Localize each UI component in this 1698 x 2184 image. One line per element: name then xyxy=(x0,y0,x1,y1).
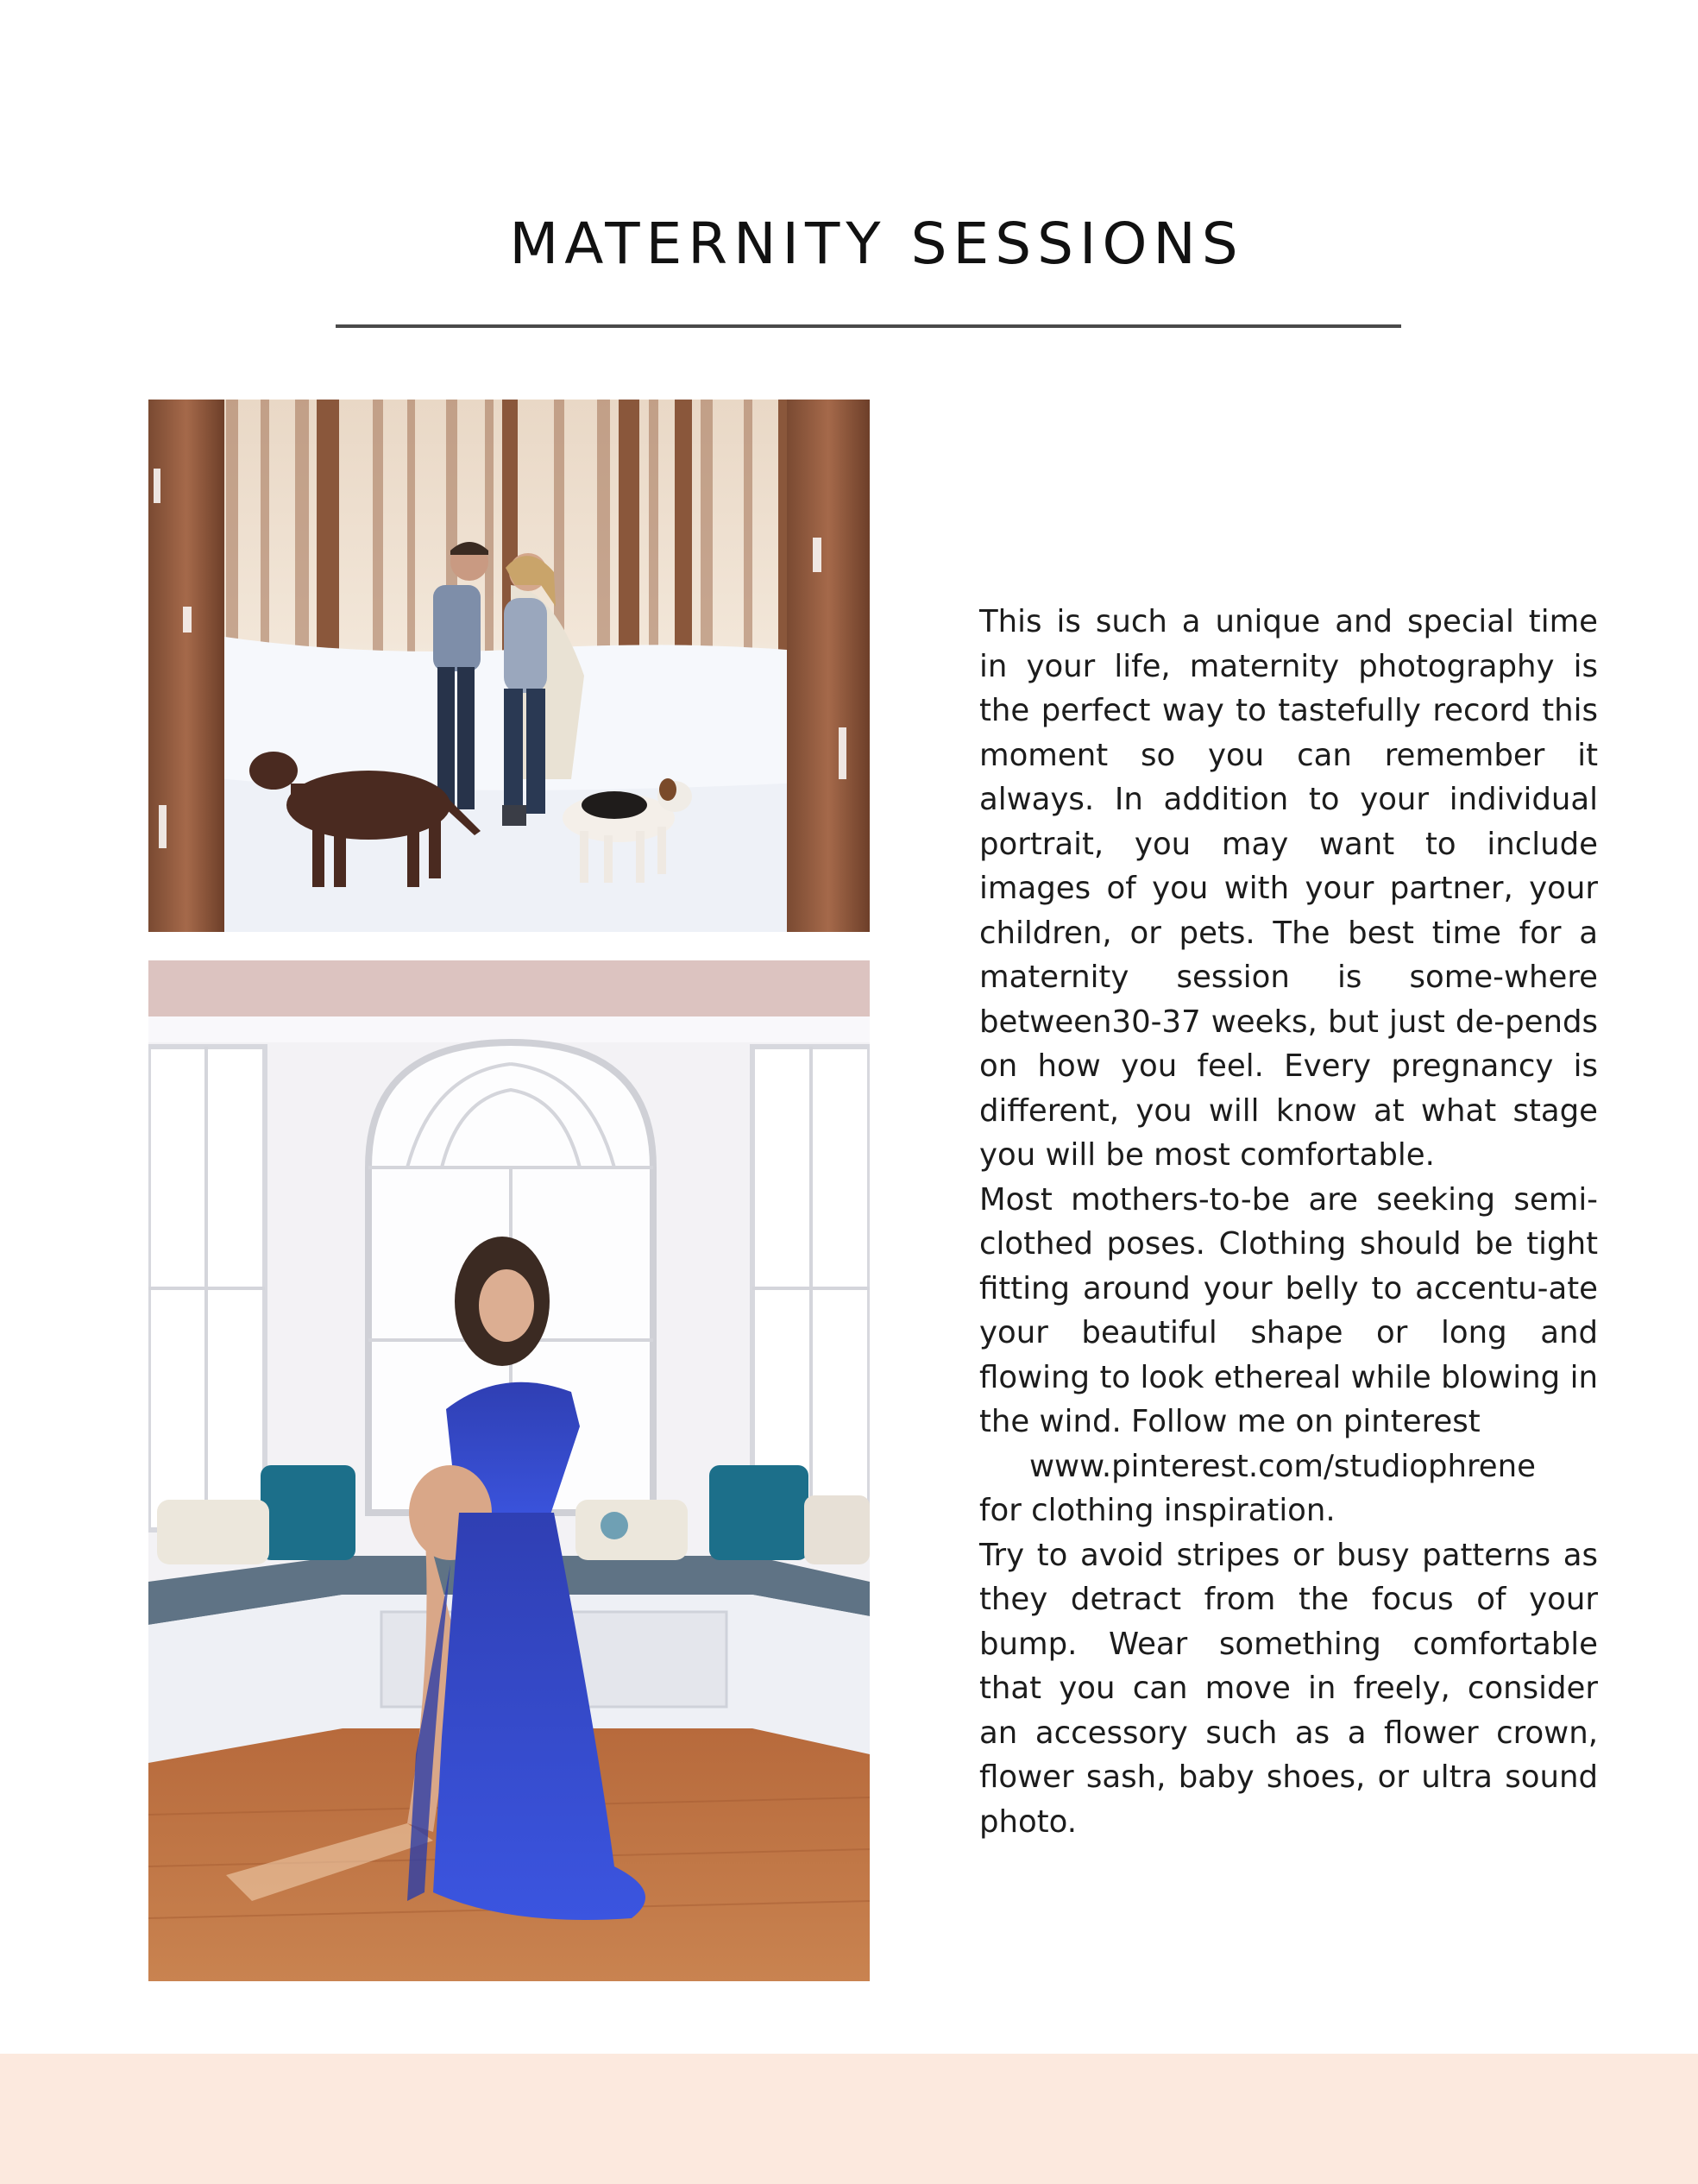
pinterest-link[interactable]: www.pinterest.com/studiophrene xyxy=(1029,1448,1536,1484)
body-copy xyxy=(979,600,1598,1844)
clothing-paragraph: Most mothers-to-be are seeking semi-clothed poses. Clothing should be tight fitting around your belly to accentu-ate your beautiful shape or long and flowing to look ethereal while blowing in the wind. Follow me on pinterest xyxy=(979,1181,1598,1439)
winter-couple-photo xyxy=(148,400,870,932)
intro-paragraph: This is such a unique and special time in your life, maternity photography is the perfect way to tastefully record this moment so you can remember it always. In addition to your individual portrait, you may want to include images of you with your partner, your children, or pets. The best time for a maternity session is some-where between30-37 weeks, but just de-pends on how you feel. Every pregnancy is different, you will know at what stage you will be most comfortable. xyxy=(979,604,1598,1173)
indoor-maternity-photo xyxy=(148,960,870,1981)
clothing-paragraph-end: for clothing inspiration. xyxy=(979,1493,1336,1528)
page-title: MATERNITY SESSIONS xyxy=(509,211,1244,277)
tips-paragraph: Try to avoid stripes or busy patterns as they detract from the focus of your bump. Wear something comfortable that you can move in freely, consider an accessory such as a flower crown, flower sash, baby shoes, or ultra sound photo. xyxy=(979,1537,1598,1840)
title-divider xyxy=(336,324,1401,328)
footer-band xyxy=(0,2054,1698,2184)
